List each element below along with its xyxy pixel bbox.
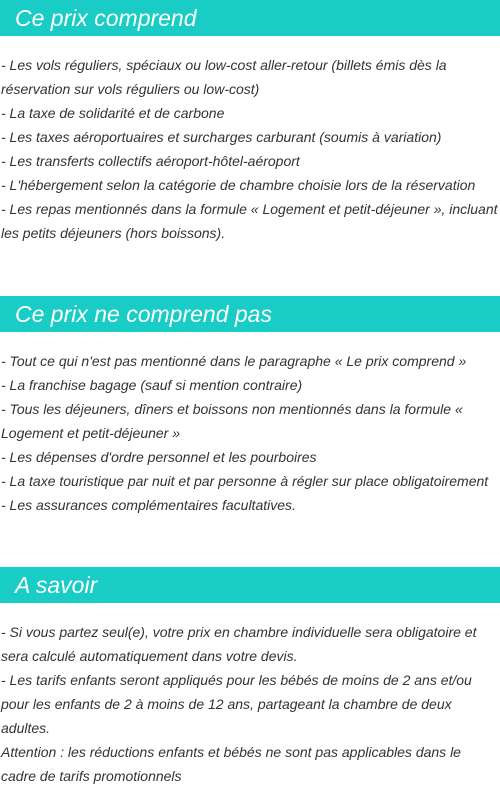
section-body: [0, 53, 500, 245]
section-body: [0, 620, 500, 788]
list-item: - Tous les déjeuners, dîners et boissons non mentionnés dans la formule « Logement et petit-déjeuner »: [1, 401, 463, 441]
section-price-includes: [0, 0, 500, 245]
section-body: [0, 349, 500, 517]
section-good-to-know: [0, 567, 500, 788]
list-item: - L'hébergement selon la catégorie de chambre choisie lors de la réservation: [1, 177, 476, 193]
list-item: - Les assurances complémentaires facultatives.: [1, 497, 296, 513]
section-title: A savoir: [0, 567, 500, 603]
list-item: - Les taxes aéroportuaires et surcharges carburant (soumis à variation): [1, 129, 442, 145]
list-item: - Les vols réguliers, spéciaux ou low-cost aller-retour (billets émis dès la réservation sur vols réguliers ou low-cost): [1, 57, 447, 97]
section-title: Ce prix comprend: [0, 0, 500, 36]
section-title: Ce prix ne comprend pas: [0, 296, 500, 332]
list-item: - Les repas mentionnés dans la formule « Logement et petit-déjeuner », incluant les petits déjeuners (hors boissons).: [1, 201, 498, 241]
list-item: Attention : les réductions enfants et bébés ne sont pas applicables dans le cadre de tarifs promotionnels: [1, 744, 461, 784]
list-item: - La franchise bagage (sauf si mention contraire): [1, 377, 303, 393]
list-item: - Tout ce qui n'est pas mentionné dans le paragraphe « Le prix comprend »: [1, 353, 467, 369]
list-item: - La taxe touristique par nuit et par personne à régler sur place obligatoirement: [1, 473, 489, 489]
list-item: - Si vous partez seul(e), votre prix en chambre individuelle sera obligatoire et sera calculé automatiquement dans votre devis.: [1, 624, 477, 664]
section-price-excludes: [0, 296, 500, 517]
list-item: - Les tarifs enfants seront appliqués pour les bébés de moins de 2 ans et/ou pour les enfants de 2 à moins de 12 ans, partageant la chambre de deux adultes.: [1, 672, 472, 736]
list-item: - Les dépenses d'ordre personnel et les pourboires: [1, 449, 317, 465]
list-item: - La taxe de solidarité et de carbone: [1, 105, 225, 121]
list-item: - Les transferts collectifs aéroport-hôtel-aéroport: [1, 153, 300, 169]
